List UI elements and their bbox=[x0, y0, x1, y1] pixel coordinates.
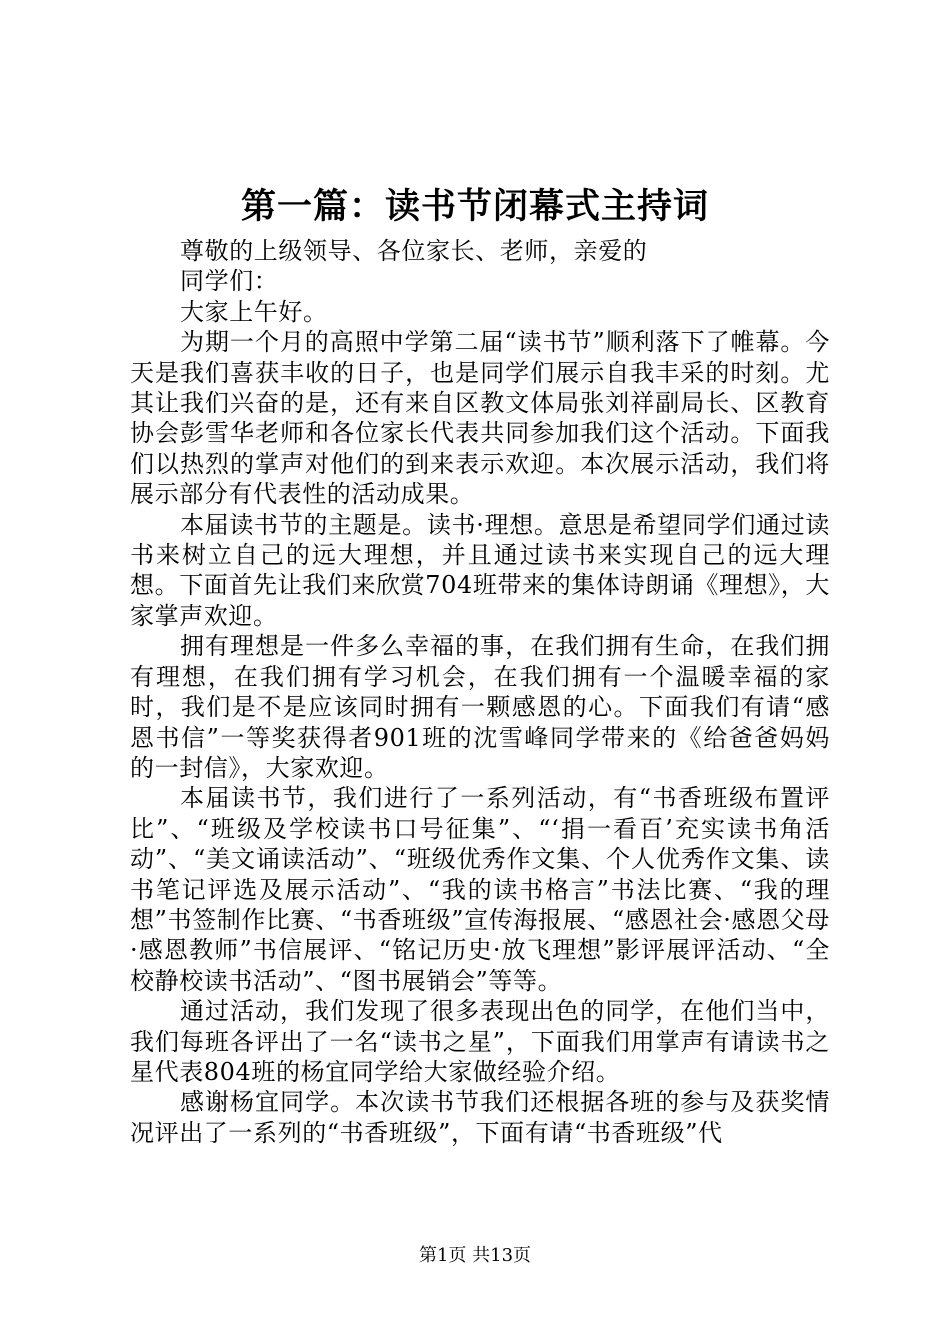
paragraph-opening: 为期一个月的高照中学第二届“读书节”顺利落下了帷幕。今天是我们喜获丰收的日子，也是同学们展示自我丰采的时刻。尤其让我们兴奋的是，还有来自区教文体局张刘祥副局长、区教育协会彭雪华老师和各位家长代表共同参加我们这个活动。下面我们以热烈的掌声对他们的到来表示欢迎。本次展示活动，我们将展示部分有代表性的活动成果。 bbox=[130, 328, 830, 509]
paragraph-theme: 本届读书节的主题是。读书·理想。意思是希望同学们通过读书来树立自己的远大理想，并且通过读书来实现自己的远大理想。下面首先让我们来欣赏704班带来的集体诗朗诵《理想》，大家掌声欢迎。 bbox=[130, 510, 830, 630]
paragraph-class-awards: 感谢杨宜同学。本次读书节我们还根据各班的参与及获奖情况评出了一系列的“书香班级”，下面有请“书香班级”代 bbox=[130, 1088, 830, 1147]
page-footer: 第1页 共13页 bbox=[418, 1245, 532, 1266]
document-title: 第一篇：读书节闭幕式主持词 bbox=[240, 186, 709, 227]
salutation-line-1: 尊敬的上级领导、各位家长、老师，亲爱的 bbox=[180, 237, 648, 265]
document-body bbox=[130, 236, 830, 1148]
paragraph-reading-star: 通过活动，我们发现了很多表现出色的同学，在他们当中，我们每班各评出了一名“读书之星”，下面我们用掌声有请读书之星代表804班的杨宜同学给大家做经验介绍。 bbox=[130, 997, 830, 1086]
salutation-line-2: 同学们： bbox=[180, 267, 279, 296]
greeting: 大家上午好。 bbox=[180, 297, 328, 326]
paragraph-gratitude: 拥有理想是一件多么幸福的事，在我们拥有生命，在我们拥有理想，在我们拥有学习机会，在我们拥有一个温暖幸福的家时，我们是不是应该同时拥有一颗感恩的心。下面我们有请“感恩书信”一等奖获得者901班的沈雪峰同学带来的《给爸爸妈妈的一封信》，大家欢迎。 bbox=[130, 632, 830, 782]
paragraph-activities: 本届读书节，我们进行了一系列活动，有“书香班级布置评比”、“班级及学校读书口号征集”、“‘捐一看百’充实读书角活动”、“美文诵读活动”、“班级优秀作文集、个人优秀作文集、读书笔记评选及展示活动”、“我的读书格言”书法比赛、“我的理想”书签制作比赛、“书香班级”宣传海报展、“感恩社会·感恩父母·感恩教师”书信展评、“铭记历史·放飞理想”影评展评活动、“全校静校读书活动”、“图书展销会”等等。 bbox=[130, 784, 830, 995]
